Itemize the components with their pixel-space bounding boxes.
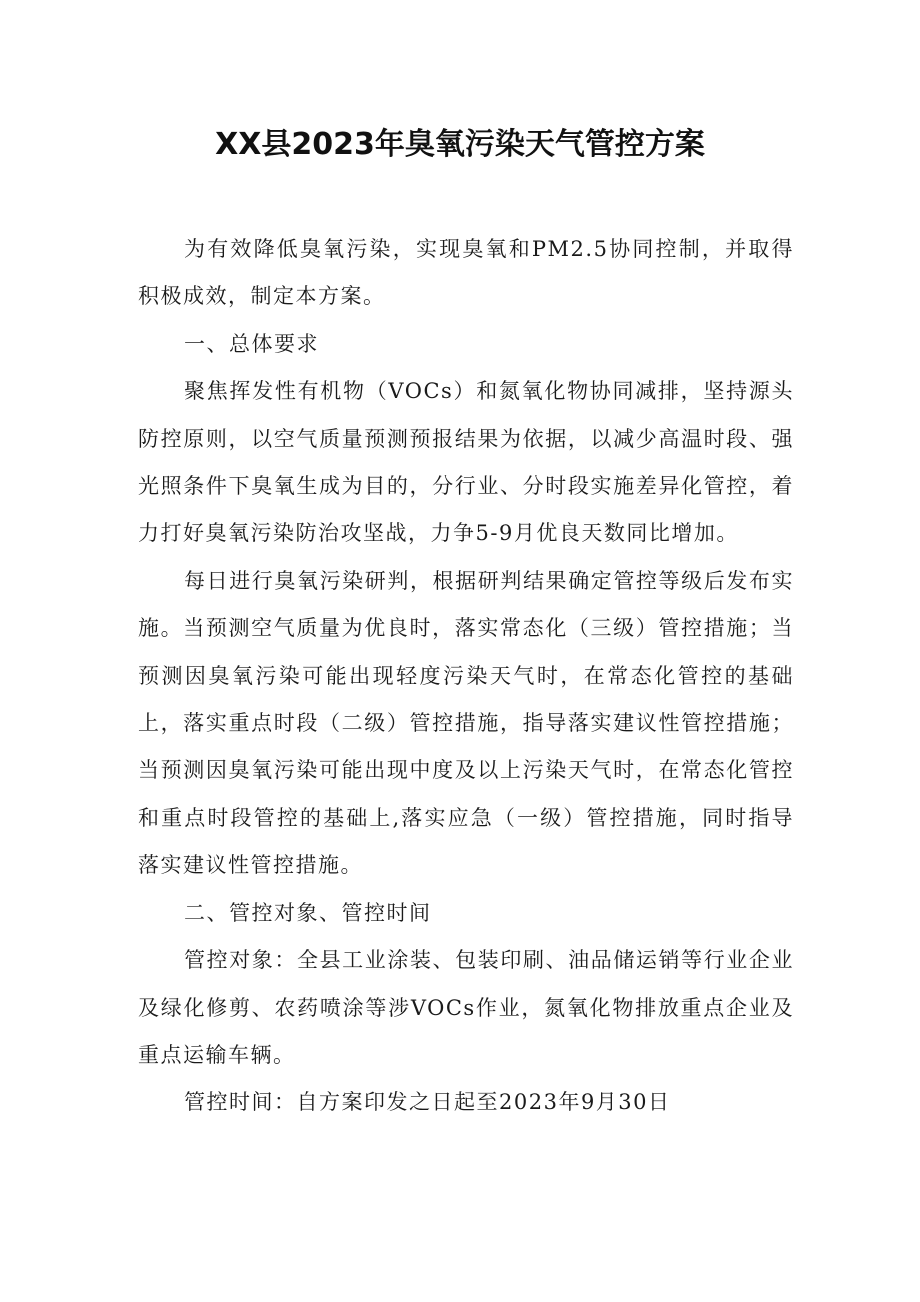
general-requirements-paragraph: 聚焦挥发性有机物（VOCs）和氮氧化物协同减排，坚持源头防控原则，以空气质量预测预报结果为依据，以减少高温时段、强光照条件下臭氧生成为目的，分行业、分时段实施差异化管控，着力打好臭氧污染防治攻坚战，力争5-9月优良天数同比增加。 bbox=[138, 379, 794, 546]
intro-paragraph: 为有效降低臭氧污染，实现臭氧和PM2.5协同控制，并取得积极成效，制定本方案。 bbox=[138, 237, 794, 309]
control-levels-paragraph: 每日进行臭氧污染研判，根据研判结果确定管控等级后发布实施。当预测空气质量为优良时，落实常态化（三级）管控措施；当预测因臭氧污染可能出现轻度污染天气时，在常态化管控的基础上，落实重点时段（二级）管控措施，指导落实建议性管控措施；当预测因臭氧污染可能出现中度及以上污染天气时，在常态化管控和重点时段管控的基础上,落实应急（一级）管控措施，同时指导落实建议性管控措施。 bbox=[138, 568, 794, 878]
section-heading-control-targets-time: 二、管控对象、管控时间 bbox=[184, 900, 432, 925]
document-body bbox=[138, 226, 794, 1127]
control-time-paragraph: 管控时间：自方案印发之日起至2023年9月30日 bbox=[184, 1090, 671, 1115]
document-title: XX县2023年臭氧污染天气管控方案 bbox=[215, 127, 705, 162]
control-targets-paragraph: 管控对象：全县工业涂装、包装印刷、油品储运销等行业企业及绿化修剪、农药喷涂等涉VOCs作业，氮氧化物排放重点企业及重点运输车辆。 bbox=[138, 948, 794, 1067]
section-heading-general-requirements: 一、总体要求 bbox=[184, 331, 319, 356]
